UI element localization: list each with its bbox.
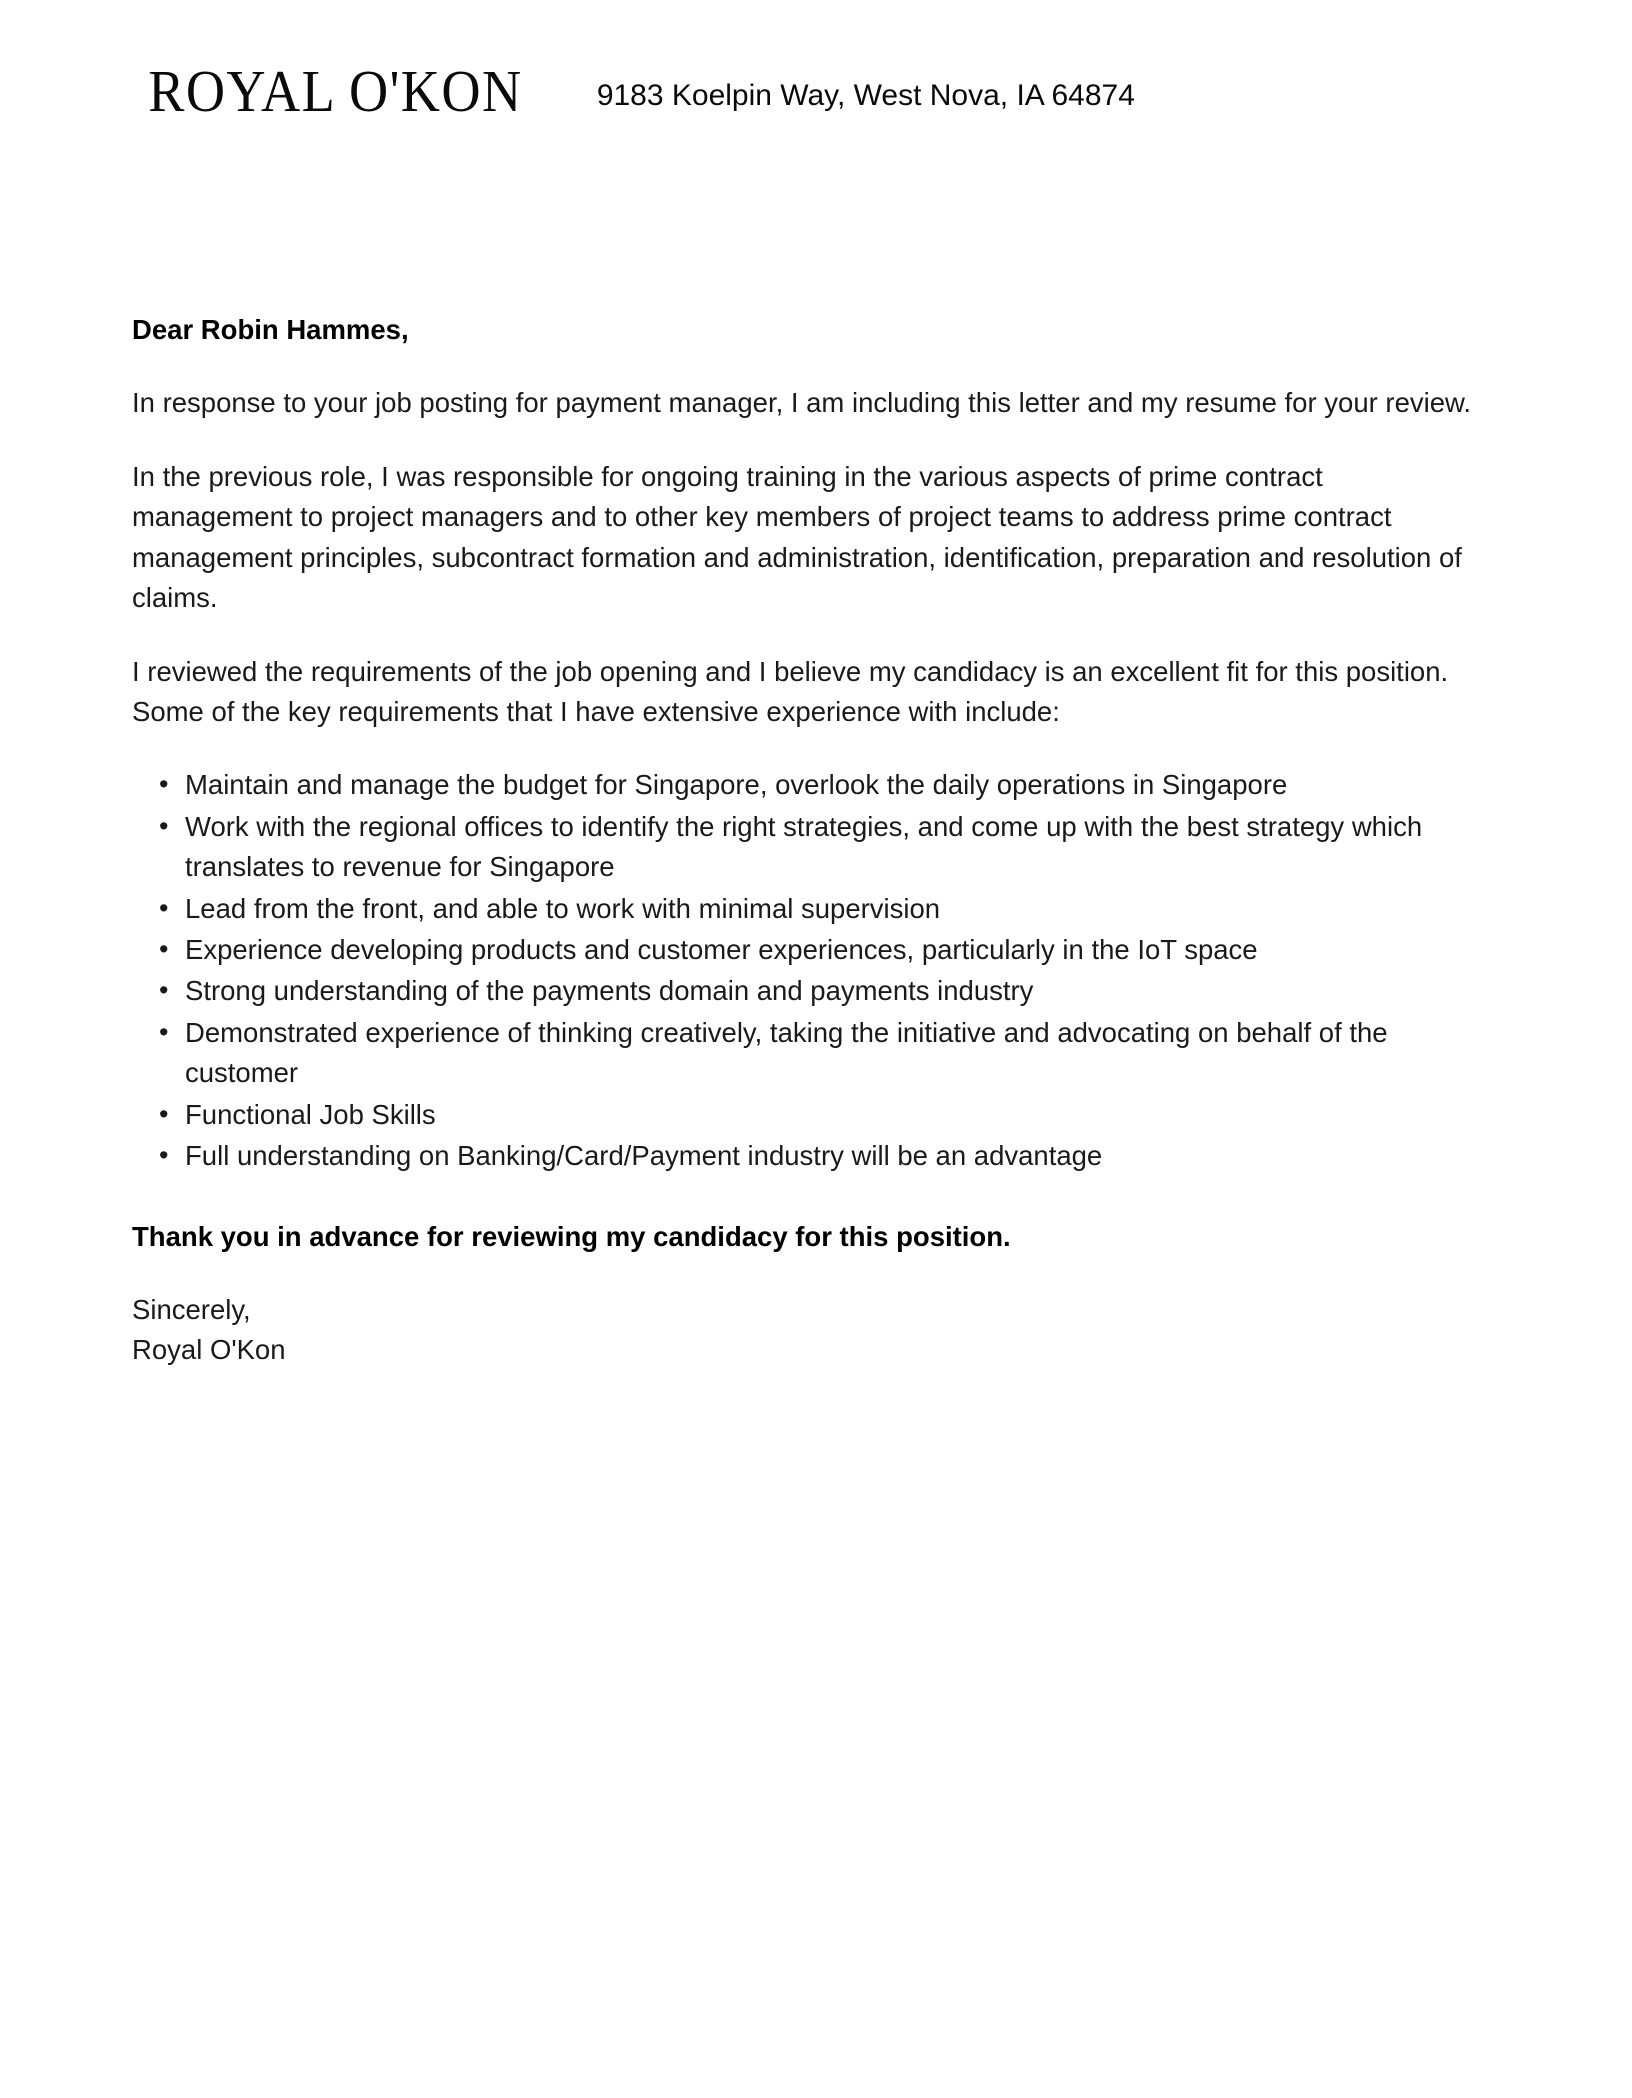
list-item: • Functional Job Skills — [185, 1095, 1480, 1135]
list-item: • Maintain and manage the budget for Singapore, overlook the daily operations in Singapore — [185, 765, 1480, 805]
letter-body — [132, 310, 1480, 1371]
list-item: • Lead from the front, and able to work with minimal supervision — [185, 889, 1480, 929]
company-logo-wordmark: ROYAL O'KON — [148, 58, 523, 124]
list-item: • Work with the regional offices to identify the right strategies, and come up with the best strategy which translates to revenue for Singapore — [185, 807, 1480, 888]
salutation: Dear Robin Hammes, — [132, 314, 409, 345]
thank-you-line: Thank you in advance for reviewing my candidacy for this position. — [132, 1220, 1011, 1252]
signature-block — [132, 1290, 1480, 1371]
paragraph-experience: In the previous role, I was responsible for ongoing training in the various aspects of prime contract management to project managers and to other key members of project teams to address prime contract management principles, subcontract formation and administration, identification, preparation and resolution of claims. — [132, 460, 1462, 614]
list-item: • Demonstrated experience of thinking creatively, taking the initiative and advocating on behalf of the customer — [185, 1013, 1480, 1094]
list-item: • Experience developing products and customer experiences, particularly in the IoT space — [185, 930, 1480, 970]
paragraph-intro: In response to your job posting for payment manager, I am including this letter and my resume for your review. — [132, 387, 1472, 419]
letterhead — [132, 58, 1500, 124]
paragraph-requirements-intro: I reviewed the requirements of the job opening and I believe my candidacy is an excellent fit for this position. Some of the key requirements that I have extensive experience with include: — [132, 655, 1449, 727]
list-item: • Strong understanding of the payments domain and payments industry — [185, 971, 1480, 1011]
requirements-list — [132, 765, 1480, 1176]
company-address: 9183 Koelpin Way, West Nova, IA 64874 — [596, 79, 1135, 112]
signoff-closing: Sincerely, — [132, 1294, 251, 1326]
signoff-name: Royal O'Kon — [132, 1334, 286, 1366]
list-item: • Full understanding on Banking/Card/Payment industry will be an advantage — [185, 1136, 1480, 1176]
